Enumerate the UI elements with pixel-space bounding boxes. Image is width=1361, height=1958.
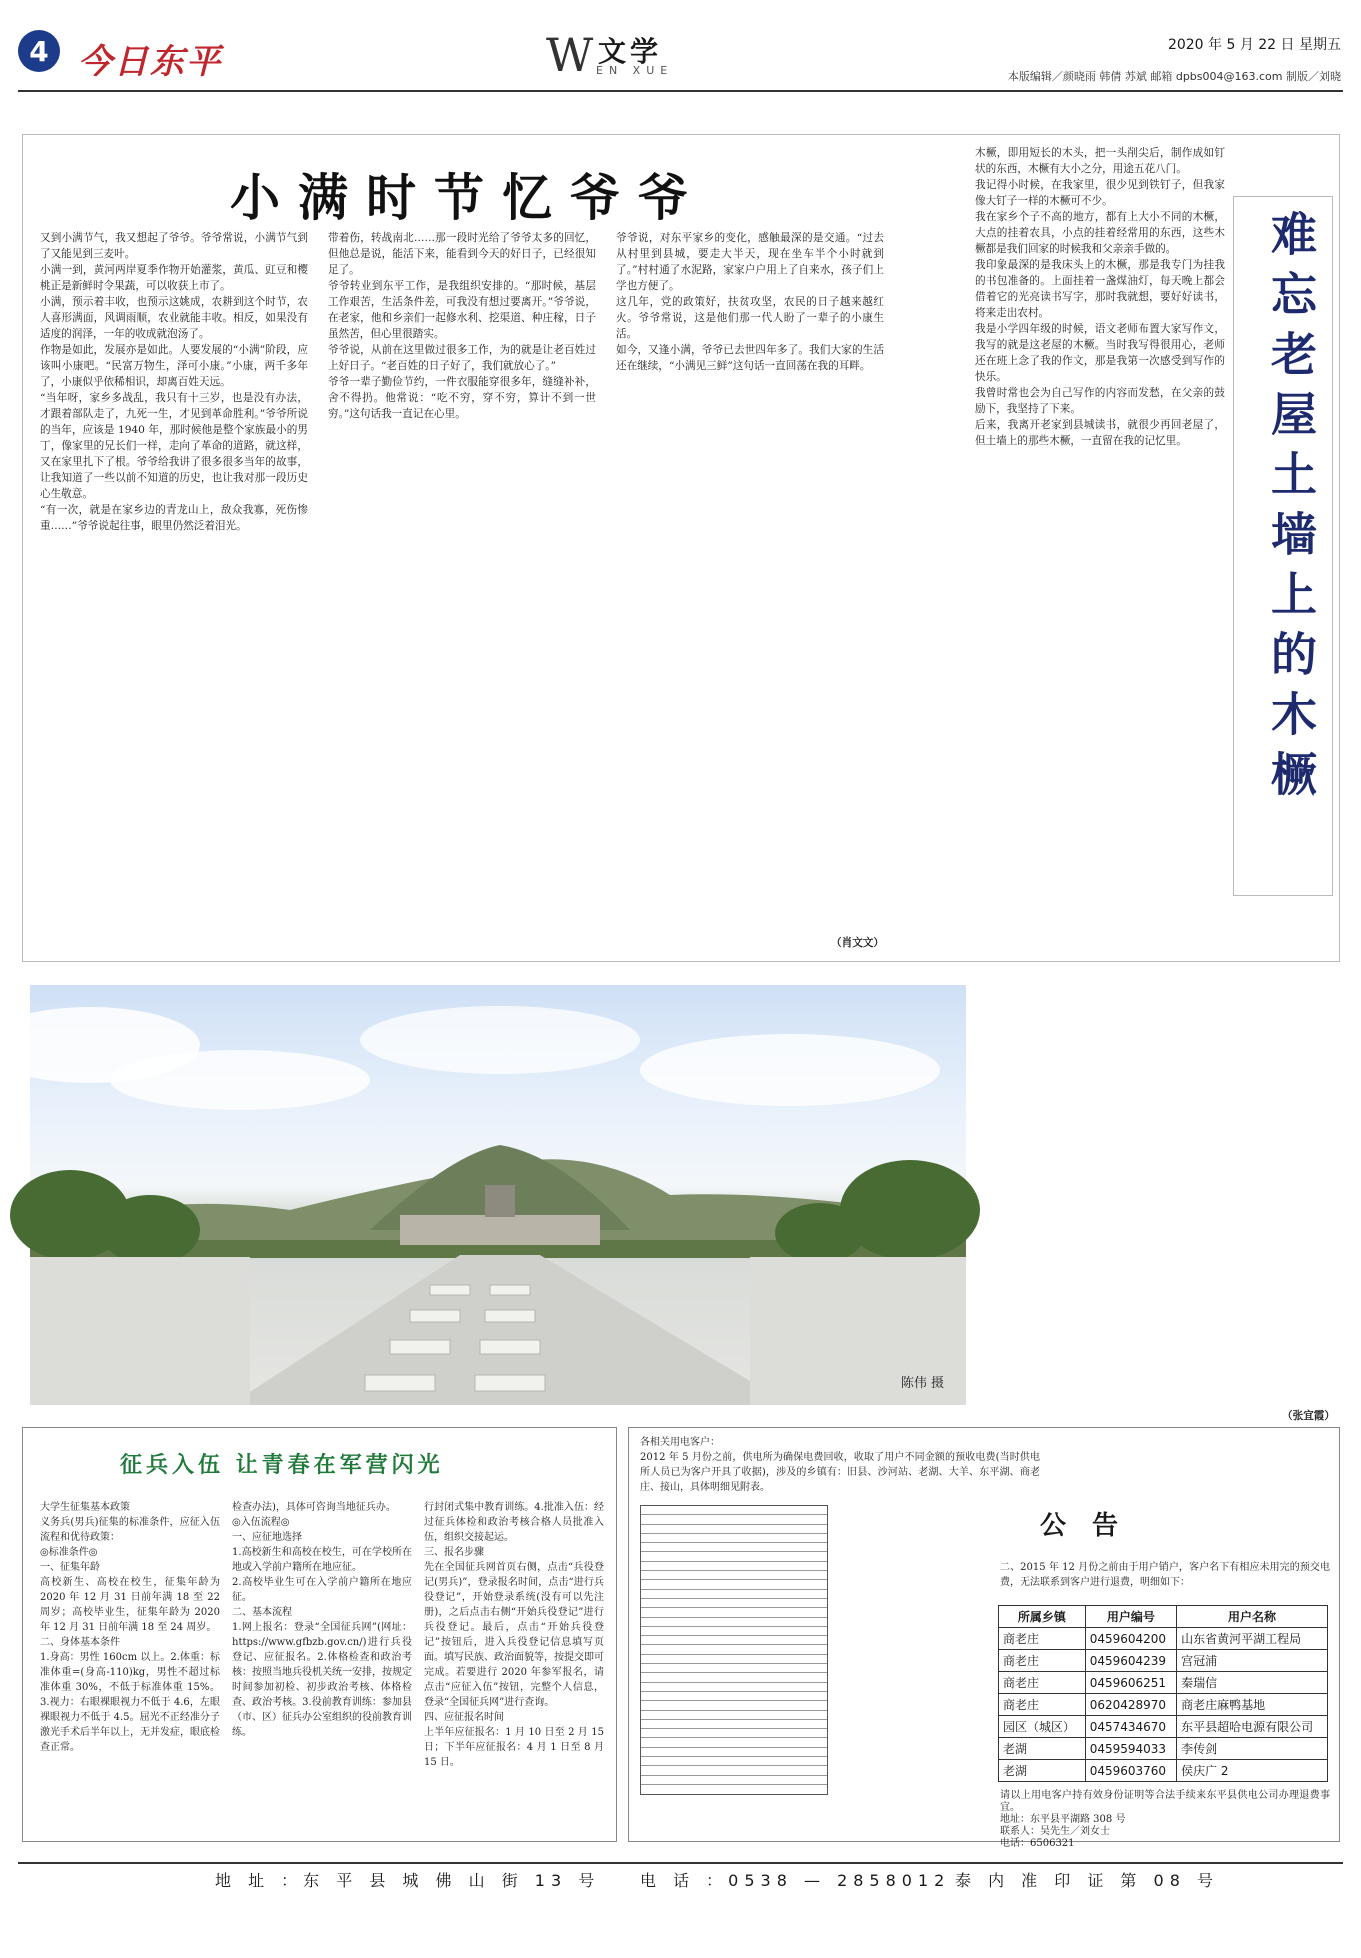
footer-license: 泰 内 准 印 证 第 08 号 (955, 1871, 1219, 1890)
header-rule (18, 90, 1343, 92)
table-cell: 东平县超哈电源有限公司 (1177, 1716, 1328, 1738)
recruitment-column-1: 大学生征集基本政策 义务兵(男兵)征集的标准条件，应征入伍流程和优待政策： ◎标准条件◎ 一、征集年龄 高校新生、高校在校生，征集年龄为 2020 年 12 月 31 日前年满 18 至 22 周岁；高校毕业生，征集年龄为 2020 年 12 月 31 日前年满 18 至 24 周岁。 二、身体基本条件 1.身高：男性 160cm 以上。2.体重：标准体重=(身高-110)kg，男性不超过标准体重 30%，不低于标准体重 15%。3.视力：右眼裸眼视力不低于 4.6，左眼裸眼视力不低于 4.5。屈光不正经准分子激光手术后半年以上，无并发症，眼底检查正常。 (40, 1502, 220, 1753)
notice-paragraph-2: 二、2015 年 12 月份之前由于用户销户，客户名下有相应未用完的预交电费，无法联系到客户进行退费，明细如下： (1000, 1562, 1330, 1588)
table-row (641, 1515, 827, 1524)
park-landscape-illustration (30, 985, 966, 1405)
section-title: 文学 (598, 35, 663, 68)
table-cell: 山东省黄河平湖工程局 (1177, 1628, 1328, 1650)
table-cell: 0459604200 (1085, 1628, 1176, 1650)
table-row (641, 1525, 827, 1534)
table-row (641, 1580, 827, 1589)
notice-closing: 请以上用电客户持有效身份证明等合法手续来东平县供电公司办理退费事宜。 地址：东平县平湖路 308 号 联系人：吴先生／刘女士 电话：6506321 (1000, 1790, 1330, 1849)
table-row (641, 1766, 827, 1775)
table-row (999, 1628, 1328, 1650)
recruitment-title: 征兵入伍 让青春在军营闪光 (120, 1452, 444, 1478)
table-cell: 老湖 (999, 1738, 1086, 1760)
table-row (999, 1738, 1328, 1760)
table-header-row (999, 1606, 1328, 1628)
table-row (641, 1645, 827, 1654)
table-row (641, 1711, 827, 1720)
table-row (641, 1506, 827, 1515)
notice-title: 公告 (1040, 1511, 1145, 1541)
footer-address: 地 址 ：东 平 县 城 佛 山 街 13 号 (215, 1871, 601, 1890)
table-row (999, 1716, 1328, 1738)
table-row (641, 1748, 827, 1757)
side-article-title: 难忘老屋土墙上的木橛 (1264, 210, 1318, 810)
article-column-1: 又到小满节气，我又想起了爷爷。爷爷常说，小满节气到了又能见到三麦叶。 小满一到，黄河两岸夏季作物开始灌浆，黄瓜、豇豆和樱桃正是新鲜时令果蔬，可以收获上市了。 小满，预示着丰收，也预示这姚成，农耕到这个时节，农人喜形满面，风调雨顺，农业就能丰收。相反，如果没有适度的润泽，一年的收成就泡汤了。 作物是如此，发展亦是如此。人要发展的“小满”阶段，应该叫小康吧。“民富万物生，泽可小康。”小康，两千多年了，小康似乎依稀相识，却离百姓天远。 “当年呀，家乡多战乱，我只有十三岁，也是没有办法，才跟着部队走了，九死一生，才见到革命胜利。”爷爷所说的当年，应该是 1940 年，那时候他是整个家族最小的男丁，像家里的兄长们一样，走向了革命的道路，就这样，又在家里扎下了根。爷爷给我讲了很多很多当年的故事，让我知道了一些以前不知道的历史，也让我对那一段历史心生敬意。 “有一次，就是在家乡边的青龙山上，敌众我寡，死伤惨重……”爷爷说起往事，眼里仍然泛着泪光。 (40, 232, 308, 532)
article-column-2: 带着伤，转战南北……那一段时光给了爷爷太多的回忆，但他总是说，能活下来，能看到今天的好日子，已经很知足了。 爷爷转业到东平工作，是我组织安排的。“那时候，基层工作艰苦，生活条件差，可我没有想过要离开。”爷爷说，在老家，他和乡亲们一起修水利、挖渠道、种庄稼，日子虽然苦，但心里很踏实。 爷爷说，从前在这里做过很多工作，为的就是让老百姓过上好日子。“老百姓的日子好了，我们就放心了。” 爷爷一辈子勤俭节约，一件衣服能穿很多年，缝缝补补，舍不得扔。他常说：“吃不穷，穿不穷，算计不到一世穷。”这句话我一直记在心里。 (328, 232, 596, 420)
masthead-logo: 今日东平 (78, 42, 222, 82)
table-row (999, 1672, 1328, 1694)
editor-credits: 本版编辑／颜晓雨 韩倩 苏斌 邮箱 dpbs004@163.com 制版／刘晓 (1007, 70, 1341, 83)
side-article-text: 木橛，即用短长的木头，把一头削尖后，制作成如钉状的东西，木橛有大小之分，用途五花八门。 我记得小时候，在我家里，很少见到铁钉子，但我家像大钉子一样的木橛可不少。 我在家乡个子不高的地方，都有上大小不同的木橛，大点的挂着农具，小点的挂着经常用的东西，这些木橛都是我们回家的时候我和父亲亲手做的。 我印象最深的是我床头上的木橛，那是我专门为挂我的书包准备的。上面挂着一盏煤油灯，每天晚上都会借着它的光亮读书写字，那时我就想，要好好读书，将来走出农村。 我是小学四年级的时候，语文老师布置大家写作文，我写的就是这老屋的木橛。当时我写得很用心，老师还在班上念了我的作文，那是我第一次感受到写作的快乐。 我曾时常也会为自己写作的内容而发愁，在父亲的鼓励下，我坚持了下来。 后来，我离开老家到县城读书，就很少再回老屋了，但土墙上的那些木橛，一直留在我的记忆里。 (975, 147, 1225, 447)
table-cell: 商老庄麻鸭基地 (1177, 1694, 1328, 1716)
table-cell: 秦瑞信 (1177, 1672, 1328, 1694)
table-row (641, 1636, 827, 1645)
account-table (998, 1605, 1328, 1782)
footer-phone: 电 话 ：0538 — 2858012 (640, 1871, 951, 1890)
table-row (641, 1757, 827, 1766)
table-cell: 侯庆广 2 (1177, 1760, 1328, 1782)
table-row (641, 1664, 827, 1673)
table-row (641, 1655, 827, 1664)
article-headline: 小满时节忆爷爷 (230, 168, 706, 227)
table-cell: 李传剑 (1177, 1738, 1328, 1760)
table-row (641, 1673, 827, 1682)
table-row (999, 1650, 1328, 1672)
table-row (999, 1694, 1328, 1716)
section-letter: W (546, 28, 594, 82)
table-row (641, 1608, 827, 1617)
table-cell: 商老庄 (999, 1628, 1086, 1650)
table-row (641, 1729, 827, 1738)
table-cell: 商老庄 (999, 1650, 1086, 1672)
recruitment-column-3: 行封闭式集中教育训练。4.批准入伍：经过征兵体检和政治考核合格人员批准入伍，组织交接起运。 三、报名步骤 先在全国征兵网首页右侧，点击“兵役登记(男兵)”，登录报名时间，点击“进行兵役登记”，开始登录系统(没有可以先注册)，之后点击右侧“开始兵役登记”进行兵役登记。最后，点击“开始兵役登记”按钮后，进入兵役登记信息填写页面。填写民族、政治面貌等，按提交即可完成。若要进行 2020 年参军报名，请点击“应征入伍”按钮，完整个人信息，登录“全国征兵网”进行查询。 四、应征报名时间 上半年应征报名：1 月 10 日至 2 月 15 日；下半年应征报名：4 月 1 日至 8 月 15 日。 (424, 1502, 604, 1768)
table-row (641, 1683, 827, 1692)
table-row (641, 1571, 827, 1580)
table-cell: 宫冠浦 (1177, 1650, 1328, 1672)
column-header: 所属乡镇 (999, 1606, 1086, 1628)
table-cell: 0457434670 (1085, 1716, 1176, 1738)
table-cell: 老湖 (999, 1760, 1086, 1782)
table-row (641, 1552, 827, 1561)
photo-credit: 陈伟 摄 (900, 1376, 944, 1391)
table-cell: 0459594033 (1085, 1738, 1176, 1760)
table-row (641, 1720, 827, 1729)
table-row (641, 1776, 827, 1785)
side-article-byline: （张宜霞） (1282, 1410, 1335, 1422)
article-byline: （肖文文） (831, 937, 884, 949)
table-cell: 0459603760 (1085, 1760, 1176, 1782)
recruitment-column-2: 检查办法)，具体可咨询当地征兵办。 ◎入伍流程◎ 一、应征地选择 1.高校新生和高校在校生，可在学校所在地或入学前户籍所在地应征。 2.高校毕业生可在入学前户籍所在地应征。 二、基本流程 1.网上报名：登录“全国征兵网”(网址：https://www.gfbzb.gov.cn/)进行兵役登记、应征报名。2.体格检查和政治考核：按照当地兵役机关统一安排，按规定时间参加初检、初步政治考核、体格检查、政治考核。3.役前教育训练：参加县（市、区）征兵办公室组织的役前教育训练。 (232, 1502, 412, 1738)
table-row (641, 1562, 827, 1571)
table-row (641, 1590, 827, 1599)
table-row (641, 1701, 827, 1710)
refund-detail-table (640, 1505, 828, 1795)
table-row (641, 1534, 827, 1543)
table-row (641, 1618, 827, 1627)
issue-date: 2020 年 5 月 22 日 星期五 (1167, 37, 1341, 53)
table-row (641, 1692, 827, 1701)
table-cell: 商老庄 (999, 1672, 1086, 1694)
table-row (641, 1599, 827, 1608)
table-row (641, 1738, 827, 1747)
table-row (999, 1760, 1328, 1782)
notice-intro: 各相关用电客户： 2012 年 5 月份之前，供电所为确保电费回收，收取了用户不同金额的预收电费(当时供电所人员已为客户开具了收据)，涉及的乡镇有：旧县、沙河站、老湖、大羊、东平湖、商老庄、接山，具体明细见附表。 (640, 1437, 1040, 1493)
table-row (641, 1543, 827, 1552)
article-photo (30, 985, 966, 1405)
table-cell: 0459604239 (1085, 1650, 1176, 1672)
article-column-3: 爷爷说，对东平家乡的变化，感触最深的是交通。“过去从村里到县城，要走大半天，现在坐车半个小时就到了。”村村通了水泥路，家家户户用上了自来水，孩子们上学也方便了。 这几年，党的政策好，扶贫攻坚，农民的日子越来越红火。爷爷常说，这是他们那一代人盼了一辈子的小康生活。 如今，又逢小满，爷爷已去世四年多了。我们大家的生活还在继续，“小满见三鲜”这句话一直回荡在我的耳畔。 (616, 232, 884, 372)
table-cell: 0620428970 (1085, 1694, 1176, 1716)
table-cell: 商老庄 (999, 1694, 1086, 1716)
footer-rule (18, 1862, 1343, 1864)
table-row (641, 1627, 827, 1636)
page-number: 4 (18, 30, 60, 72)
table-cell: 0459606251 (1085, 1672, 1176, 1694)
page-header (0, 0, 1361, 90)
column-header: 用户名称 (1177, 1606, 1328, 1628)
table-cell: 园区（城区） (999, 1716, 1086, 1738)
section-subtitle: EN XUE (596, 64, 674, 77)
column-header: 用户编号 (1085, 1606, 1176, 1628)
page-footer (0, 1868, 1361, 1908)
